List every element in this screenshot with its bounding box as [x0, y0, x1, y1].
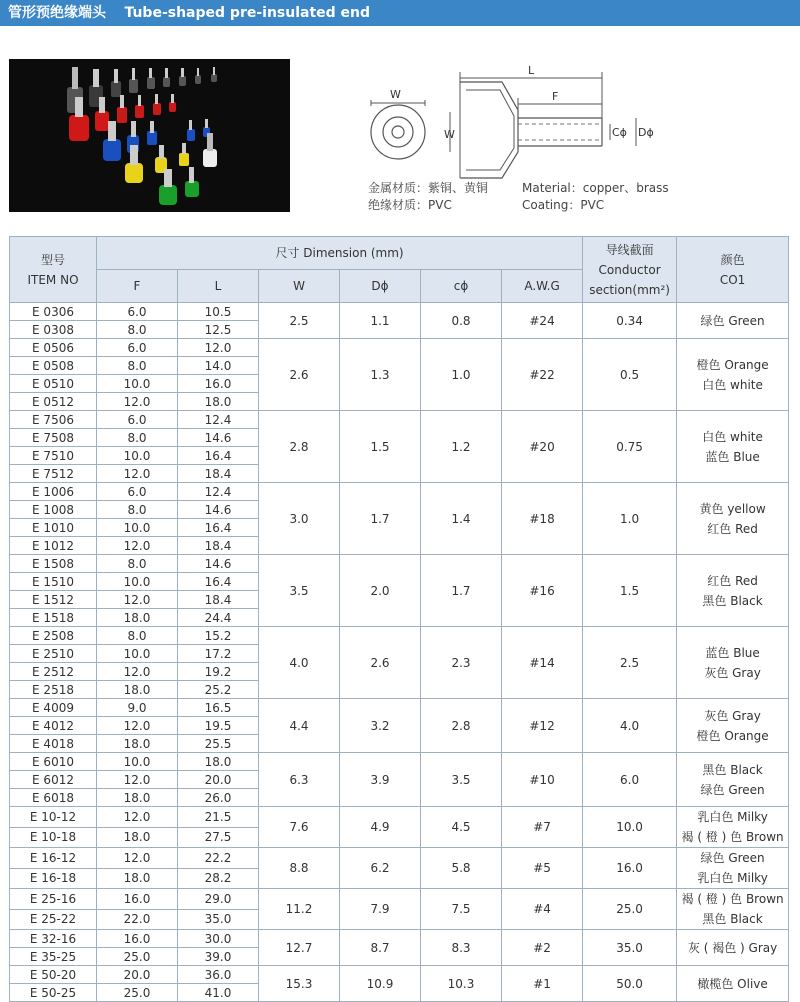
w-cell: 4.0 [259, 627, 340, 699]
dphi-cell: 8.7 [340, 930, 421, 966]
item-no-cell: E 16-12 [10, 848, 97, 869]
cphi-cell: 0.8 [421, 303, 502, 339]
dphi-cell: 3.9 [340, 753, 421, 807]
color-name: 灰色 Gray [704, 708, 761, 723]
color-name: 蓝色 Blue [705, 645, 760, 660]
section-cell: 1.0 [583, 483, 677, 555]
color-name: 灰色 Gray [704, 665, 761, 680]
item-no-cell: E 0508 [10, 357, 97, 375]
f-cell: 18.0 [97, 789, 178, 807]
color-cell [677, 303, 789, 339]
item-no-cell: E 1518 [10, 609, 97, 627]
awg-cell: #2 [502, 930, 583, 966]
l-cell: 27.5 [178, 827, 259, 848]
section-cell: 0.75 [583, 411, 677, 483]
item-no-cell: E 10-18 [10, 827, 97, 848]
l-cell: 25.2 [178, 681, 259, 699]
header-dimension: 尺寸 Dimension (mm) [97, 237, 583, 270]
f-cell: 25.0 [97, 948, 178, 966]
l-cell: 26.0 [178, 789, 259, 807]
header-section: 导线截面 Conductor section(mm²) [583, 237, 677, 303]
color-name: 黄色 yellow [699, 501, 766, 516]
dphi-cell: 6.2 [340, 848, 421, 889]
cphi-cell: 8.3 [421, 930, 502, 966]
l-cell: 29.0 [178, 889, 259, 910]
color-name: 褐 ( 橙 ) 色 Brown [681, 892, 784, 906]
table-row [10, 411, 789, 429]
l-cell: 16.5 [178, 699, 259, 717]
item-no-cell: E 16-18 [10, 868, 97, 889]
dphi-cell: 1.7 [340, 483, 421, 555]
color-name: 橙色 Orange [696, 357, 769, 372]
header-title-cn: 管形预绝缘端头 [8, 5, 106, 21]
label-w-side: W [444, 128, 455, 141]
l-cell: 21.5 [178, 807, 259, 828]
f-cell: 12.0 [97, 591, 178, 609]
dphi-cell: 2.0 [340, 555, 421, 627]
dphi-cell: 1.1 [340, 303, 421, 339]
material-cn-block [368, 180, 488, 214]
f-cell: 12.0 [97, 717, 178, 735]
l-cell: 18.4 [178, 537, 259, 555]
item-no-cell: E 50-20 [10, 966, 97, 984]
awg-cell: #18 [502, 483, 583, 555]
section-cell: 16.0 [583, 848, 677, 889]
color-name: 绿色 Green [700, 782, 765, 797]
f-cell: 6.0 [97, 411, 178, 429]
section-cell: 25.0 [583, 889, 677, 930]
header-dphi: Dϕ [340, 270, 421, 303]
item-no-cell: E 7506 [10, 411, 97, 429]
material-en-block [522, 180, 669, 214]
item-no-cell: E 2518 [10, 681, 97, 699]
section-cell: 10.0 [583, 807, 677, 848]
w-cell: 4.4 [259, 699, 340, 753]
table-row [10, 848, 789, 869]
f-cell: 18.0 [97, 609, 178, 627]
item-no-cell: E 35-25 [10, 948, 97, 966]
item-no-cell: E 7512 [10, 465, 97, 483]
color-name: 灰 ( 褐色 ) Gray [687, 940, 778, 955]
l-cell: 41.0 [178, 984, 259, 1002]
section-cell: 4.0 [583, 699, 677, 753]
f-cell: 18.0 [97, 868, 178, 889]
dphi-cell: 7.9 [340, 889, 421, 930]
f-cell: 8.0 [97, 501, 178, 519]
header-awg: A.W.G [502, 270, 583, 303]
label-cphi: Cϕ [612, 126, 627, 139]
awg-cell: #20 [502, 411, 583, 483]
item-no-cell: E 10-12 [10, 807, 97, 828]
f-cell: 10.0 [97, 573, 178, 591]
f-cell: 10.0 [97, 447, 178, 465]
table-row [10, 753, 789, 771]
cphi-cell: 2.8 [421, 699, 502, 753]
awg-cell: #16 [502, 555, 583, 627]
w-cell: 6.3 [259, 753, 340, 807]
item-no-cell: E 32-16 [10, 930, 97, 948]
awg-cell: #22 [502, 339, 583, 411]
f-cell: 10.0 [97, 519, 178, 537]
label-dphi: Dϕ [638, 126, 654, 139]
awg-cell: #24 [502, 303, 583, 339]
header-w: W [259, 270, 340, 303]
f-cell: 8.0 [97, 429, 178, 447]
l-cell: 18.4 [178, 591, 259, 609]
l-cell: 20.0 [178, 771, 259, 789]
awg-cell: #10 [502, 753, 583, 807]
w-cell: 15.3 [259, 966, 340, 1002]
f-cell: 6.0 [97, 483, 178, 501]
item-no-cell: E 0506 [10, 339, 97, 357]
color-name: 白色 white [702, 377, 763, 392]
color-name: 白色 white [702, 429, 763, 444]
f-cell: 18.0 [97, 827, 178, 848]
spec-table [9, 236, 789, 1002]
color-name: 红色 Red [707, 521, 758, 536]
cphi-cell: 5.8 [421, 848, 502, 889]
cphi-cell: 3.5 [421, 753, 502, 807]
color-cell [677, 966, 789, 1002]
coating-en: Coating：PVC [522, 198, 605, 212]
section-cell: 1.5 [583, 555, 677, 627]
item-no-cell: E 6010 [10, 753, 97, 771]
f-cell: 8.0 [97, 357, 178, 375]
color-cell [677, 848, 789, 889]
f-cell: 22.0 [97, 909, 178, 930]
table-row [10, 930, 789, 948]
dphi-cell: 4.9 [340, 807, 421, 848]
color-name: 红色 Red [707, 573, 758, 588]
dimension-drawing [360, 60, 700, 180]
l-cell: 14.6 [178, 501, 259, 519]
item-no-cell: E 0510 [10, 375, 97, 393]
item-no-cell: E 2508 [10, 627, 97, 645]
l-cell: 10.5 [178, 303, 259, 321]
awg-cell: #12 [502, 699, 583, 753]
table-row [10, 555, 789, 573]
section-cell: 50.0 [583, 966, 677, 1002]
item-no-cell: E 6012 [10, 771, 97, 789]
l-cell: 39.0 [178, 948, 259, 966]
item-no-cell: E 4018 [10, 735, 97, 753]
dphi-cell: 1.3 [340, 339, 421, 411]
l-cell: 12.0 [178, 339, 259, 357]
f-cell: 8.0 [97, 555, 178, 573]
color-cell [677, 339, 789, 411]
product-photo [9, 59, 290, 212]
header-item-no: 型号 ITEM NO [10, 237, 97, 303]
l-cell: 36.0 [178, 966, 259, 984]
section-cell: 0.34 [583, 303, 677, 339]
f-cell: 25.0 [97, 984, 178, 1002]
item-no-cell: E 1010 [10, 519, 97, 537]
header-title-en: Tube-shaped pre-insulated end [124, 5, 371, 21]
f-cell: 10.0 [97, 645, 178, 663]
cphi-cell: 10.3 [421, 966, 502, 1002]
header-color: 颜色 CO1 [677, 237, 789, 303]
color-cell [677, 555, 789, 627]
f-cell: 12.0 [97, 537, 178, 555]
l-cell: 28.2 [178, 868, 259, 889]
section-cell: 6.0 [583, 753, 677, 807]
item-no-cell: E 1512 [10, 591, 97, 609]
f-cell: 8.0 [97, 321, 178, 339]
dphi-cell: 1.5 [340, 411, 421, 483]
w-cell: 2.6 [259, 339, 340, 411]
awg-cell: #14 [502, 627, 583, 699]
f-cell: 18.0 [97, 681, 178, 699]
l-cell: 18.0 [178, 753, 259, 771]
item-no-cell: E 1012 [10, 537, 97, 555]
l-cell: 12.5 [178, 321, 259, 339]
cphi-cell: 4.5 [421, 807, 502, 848]
label-w: W [390, 88, 401, 101]
awg-cell: #4 [502, 889, 583, 930]
section-cell: 0.5 [583, 339, 677, 411]
f-cell: 20.0 [97, 966, 178, 984]
cphi-cell: 7.5 [421, 889, 502, 930]
color-name: 橄榄色 Olive [697, 976, 768, 991]
l-cell: 14.6 [178, 429, 259, 447]
l-cell: 19.5 [178, 717, 259, 735]
color-name: 褐 ( 橙 ) 色 Brown [681, 830, 784, 844]
color-name: 黑色 Black [702, 762, 763, 777]
color-cell [677, 807, 789, 848]
color-cell [677, 411, 789, 483]
l-cell: 22.2 [178, 848, 259, 869]
color-name: 橙色 Orange [696, 728, 769, 743]
l-cell: 35.0 [178, 909, 259, 930]
item-no-cell: E 4012 [10, 717, 97, 735]
cphi-cell: 1.0 [421, 339, 502, 411]
dphi-cell: 3.2 [340, 699, 421, 753]
l-cell: 16.4 [178, 519, 259, 537]
w-cell: 2.5 [259, 303, 340, 339]
color-name: 蓝色 Blue [705, 449, 760, 464]
table-row [10, 699, 789, 717]
cphi-cell: 1.2 [421, 411, 502, 483]
section-cell: 35.0 [583, 930, 677, 966]
w-cell: 7.6 [259, 807, 340, 848]
spec-table-body [10, 303, 789, 1002]
f-cell: 8.0 [97, 627, 178, 645]
l-cell: 14.0 [178, 357, 259, 375]
color-name: 黑色 Black [702, 593, 763, 608]
f-cell: 6.0 [97, 303, 178, 321]
l-cell: 15.2 [178, 627, 259, 645]
l-cell: 18.4 [178, 465, 259, 483]
color-cell [677, 699, 789, 753]
table-row [10, 339, 789, 357]
material-en: Material：copper、brass [522, 181, 669, 195]
item-no-cell: E 2510 [10, 645, 97, 663]
header-l: L [178, 270, 259, 303]
insulation-material-cn: 绝缘材质：PVC [368, 198, 452, 212]
item-no-cell: E 2512 [10, 663, 97, 681]
awg-cell: #5 [502, 848, 583, 889]
table-row [10, 966, 789, 984]
w-cell: 3.0 [259, 483, 340, 555]
color-cell [677, 483, 789, 555]
item-no-cell: E 0308 [10, 321, 97, 339]
l-cell: 12.4 [178, 483, 259, 501]
item-no-cell: E 50-25 [10, 984, 97, 1002]
f-cell: 12.0 [97, 771, 178, 789]
l-cell: 17.2 [178, 645, 259, 663]
header-cphi: cϕ [421, 270, 502, 303]
color-cell [677, 753, 789, 807]
f-cell: 10.0 [97, 375, 178, 393]
table-row [10, 303, 789, 321]
color-cell [677, 889, 789, 930]
w-cell: 2.8 [259, 411, 340, 483]
w-cell: 11.2 [259, 889, 340, 930]
table-row [10, 627, 789, 645]
item-no-cell: E 4009 [10, 699, 97, 717]
item-no-cell: E 0306 [10, 303, 97, 321]
item-no-cell: E 0512 [10, 393, 97, 411]
color-cell [677, 627, 789, 699]
f-cell: 12.0 [97, 807, 178, 828]
f-cell: 12.0 [97, 465, 178, 483]
item-no-cell: E 1510 [10, 573, 97, 591]
metal-material-cn: 金属材质：紫铜、黄铜 [368, 181, 489, 195]
f-cell: 16.0 [97, 889, 178, 910]
header-f: F [97, 270, 178, 303]
color-name: 绿色 Green [700, 313, 765, 328]
item-no-cell: E 7510 [10, 447, 97, 465]
item-no-cell: E 1008 [10, 501, 97, 519]
l-cell: 30.0 [178, 930, 259, 948]
awg-cell: #7 [502, 807, 583, 848]
f-cell: 12.0 [97, 393, 178, 411]
l-cell: 25.5 [178, 735, 259, 753]
color-name: 绿色 Green [700, 851, 765, 865]
f-cell: 9.0 [97, 699, 178, 717]
color-name: 乳白色 Milky [697, 810, 768, 824]
l-cell: 12.4 [178, 411, 259, 429]
color-name: 乳白色 Milky [697, 871, 768, 885]
cphi-cell: 2.3 [421, 627, 502, 699]
item-no-cell: E 25-16 [10, 889, 97, 910]
table-row [10, 483, 789, 501]
item-no-cell: E 6018 [10, 789, 97, 807]
label-f: F [552, 90, 559, 103]
f-cell: 16.0 [97, 930, 178, 948]
w-cell: 3.5 [259, 555, 340, 627]
cphi-cell: 1.7 [421, 555, 502, 627]
item-no-cell: E 1006 [10, 483, 97, 501]
l-cell: 16.4 [178, 573, 259, 591]
item-no-cell: E 7508 [10, 429, 97, 447]
page-header [0, 0, 800, 26]
l-cell: 16.4 [178, 447, 259, 465]
color-name: 黑色 Black [702, 912, 763, 926]
f-cell: 6.0 [97, 339, 178, 357]
l-cell: 14.6 [178, 555, 259, 573]
table-row [10, 889, 789, 910]
l-cell: 19.2 [178, 663, 259, 681]
cphi-cell: 1.4 [421, 483, 502, 555]
label-l: L [528, 64, 535, 77]
f-cell: 10.0 [97, 753, 178, 771]
color-cell [677, 930, 789, 966]
item-no-cell: E 25-22 [10, 909, 97, 930]
l-cell: 16.0 [178, 375, 259, 393]
awg-cell: #1 [502, 966, 583, 1002]
w-cell: 12.7 [259, 930, 340, 966]
table-row [10, 807, 789, 828]
l-cell: 24.4 [178, 609, 259, 627]
section-cell: 2.5 [583, 627, 677, 699]
dphi-cell: 10.9 [340, 966, 421, 1002]
dphi-cell: 2.6 [340, 627, 421, 699]
f-cell: 12.0 [97, 663, 178, 681]
f-cell: 12.0 [97, 848, 178, 869]
item-no-cell: E 1508 [10, 555, 97, 573]
w-cell: 8.8 [259, 848, 340, 889]
l-cell: 18.0 [178, 393, 259, 411]
f-cell: 18.0 [97, 735, 178, 753]
